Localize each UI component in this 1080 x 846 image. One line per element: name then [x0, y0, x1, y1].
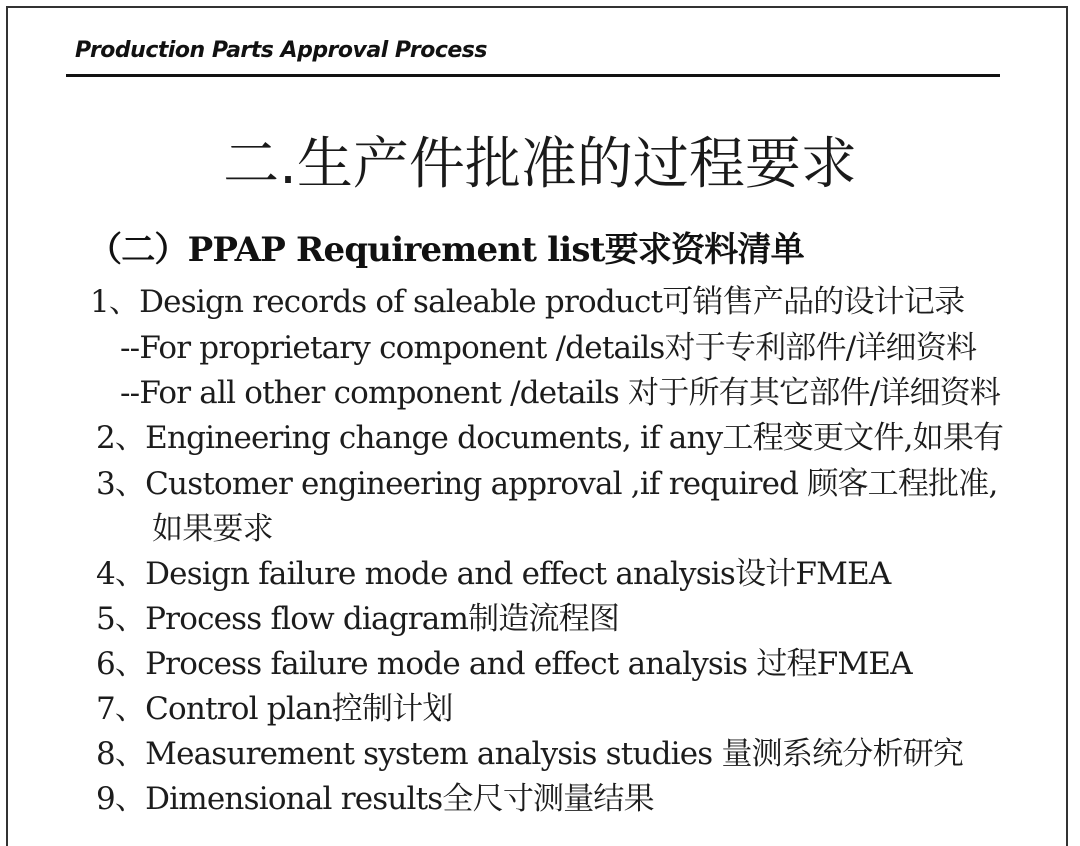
list-item: --For proprietary component /details对于专利部件/详细资料 [120, 330, 977, 366]
header-title: Production Parts Approval Process [75, 38, 487, 63]
list-item: 3、Customer engineering approval ,if required 顾客工程批准, [96, 466, 998, 502]
list-item: 如果要求 [152, 511, 273, 547]
main-title: 二.生产件批准的过程要求 [223, 132, 857, 197]
list-item: 1、Design records of saleable product可销售产品的设计记录 [90, 284, 965, 320]
list-item: 5、Process flow diagram制造流程图 [96, 601, 620, 637]
list-item: 8、Measurement system analysis studies 量测系统分析研究 [96, 736, 964, 772]
list-item: 2、Engineering change documents, if any工程变更文件,如果有 [96, 420, 1004, 456]
section-heading: （二）PPAP Requirement list要求资料清单 [88, 230, 804, 270]
list-item: 4、Design failure mode and effect analysis设计FMEA [96, 556, 891, 592]
header-divider [66, 74, 1000, 77]
list-item: --For all other component /details 对于所有其它部件/详细资料 [120, 375, 1001, 411]
list-item: 7、Control plan控制计划 [96, 691, 453, 727]
list-item: 6、Process failure mode and effect analysis 过程FMEA [96, 646, 912, 682]
list-item: 9、Dimensional results全尺寸测量结果 [96, 781, 654, 817]
